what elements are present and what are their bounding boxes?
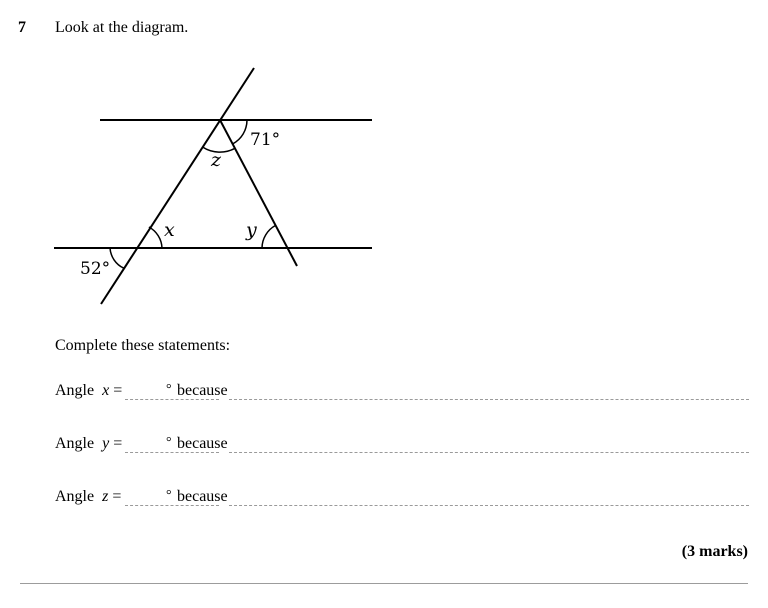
statement-prefix: Angle — [55, 435, 95, 452]
angle-label-52: 52° — [80, 259, 111, 279]
statement-variable: x — [102, 382, 110, 399]
arc-52 — [110, 248, 124, 268]
because-label: because — [177, 435, 228, 452]
statement-variable: y — [102, 435, 110, 452]
degree-symbol: ° — [166, 382, 172, 397]
marks-label: (3 marks) — [681, 543, 748, 560]
statement-prefix: Angle — [55, 382, 95, 399]
arc-71 — [233, 120, 247, 144]
degree-symbol: ° — [166, 488, 172, 503]
angle-label-71: 71° — [250, 130, 281, 150]
statement-equals: = — [113, 382, 123, 399]
divider-line — [20, 583, 748, 584]
statement-equals: = — [113, 435, 123, 452]
because-label: because — [177, 488, 228, 505]
statement-y — [55, 433, 749, 457]
answer-blank-y-reason[interactable] — [229, 451, 749, 453]
question-number: 7 — [18, 19, 26, 36]
statement-variable: z — [102, 488, 109, 505]
statement-prefix: Angle — [55, 488, 95, 505]
question-intro: Look at the diagram. — [55, 19, 189, 36]
statement-z — [55, 486, 749, 510]
statement-equals: = — [112, 488, 122, 505]
because-label: because — [177, 382, 228, 399]
instructions-text: Complete these statements: — [55, 337, 231, 354]
arc-y — [262, 225, 276, 248]
angle-var-y: y — [246, 219, 257, 241]
angle-var-z: z — [211, 149, 222, 171]
angle-var-x: x — [164, 219, 175, 241]
answer-blank-z-reason[interactable] — [229, 504, 749, 506]
left-transversal — [101, 68, 254, 304]
answer-blank-x-reason[interactable] — [229, 398, 749, 400]
angle-diagram — [0, 0, 400, 320]
degree-symbol: ° — [166, 435, 172, 450]
statement-x — [55, 380, 749, 404]
arc-x — [149, 227, 162, 248]
